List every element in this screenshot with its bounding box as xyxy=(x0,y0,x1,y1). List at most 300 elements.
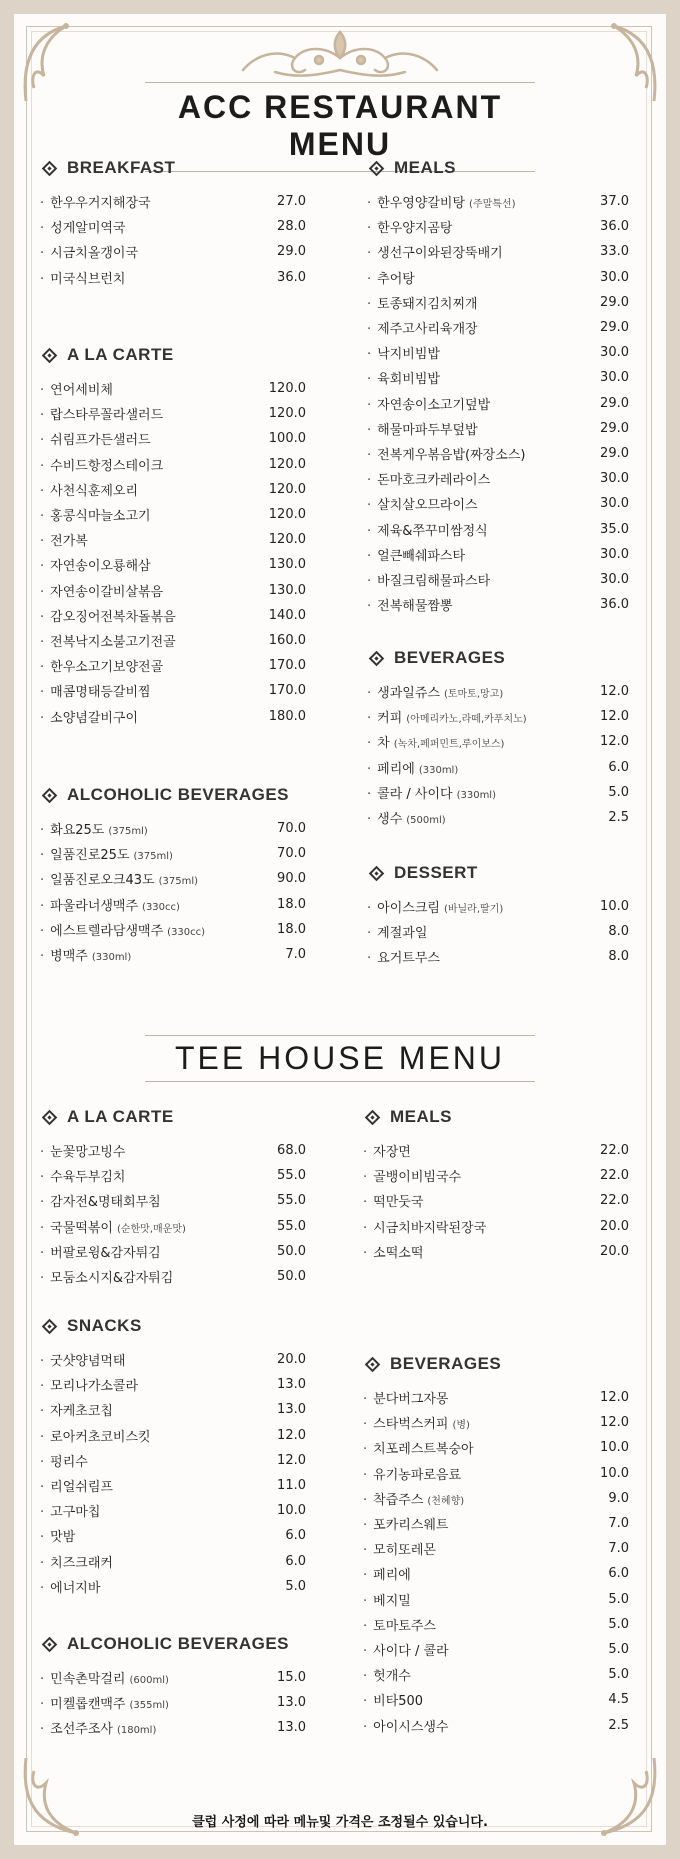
menu-item xyxy=(40,578,306,603)
menu-item-price: 5.0 xyxy=(608,1616,629,1632)
menu-item-price: 22.0 xyxy=(600,1168,629,1184)
menu-item xyxy=(367,780,629,805)
menu-item-name: 아이시스생수 xyxy=(373,1719,449,1735)
section-acc-meals xyxy=(367,155,629,617)
menu-item-name: 전가복 xyxy=(50,534,88,550)
menu-item-name-group xyxy=(40,1267,173,1286)
menu-item-price: 29.0 xyxy=(600,420,629,436)
menu-item-name: 얼큰빼쉐파스타 xyxy=(377,548,466,564)
menu-item-price: 29.0 xyxy=(277,244,306,260)
menu-item xyxy=(363,1662,629,1687)
menu-item-name: 스타벅스커피 xyxy=(373,1417,449,1433)
menu-item-name: 치포레스트복숭아 xyxy=(373,1442,474,1458)
menu-item-name: 콜라 / 사이다 xyxy=(377,786,453,802)
menu-item-name: 소양념갈비구이 xyxy=(50,710,139,726)
menu-item-name-group xyxy=(40,1426,151,1445)
menu-item-name: 치즈크래커 xyxy=(50,1555,113,1571)
diamond-bullet-icon xyxy=(369,160,385,176)
menu-item-name-group xyxy=(367,922,427,941)
menu-item-price: 70.0 xyxy=(277,846,306,862)
menu-item-name: 요거트무스 xyxy=(377,951,440,967)
menu-item-price: 6.0 xyxy=(608,1566,629,1582)
menu-item-name-group xyxy=(367,268,415,287)
diamond-bullet-icon xyxy=(42,347,58,363)
menu-item-price: 55.0 xyxy=(277,1168,306,1184)
menu-item-price: 10.0 xyxy=(600,899,629,915)
menu-item xyxy=(367,214,629,239)
menu-item xyxy=(363,1214,629,1239)
menu-item xyxy=(40,1523,306,1548)
menu-item-name: 감자전&명태회무침 xyxy=(50,1195,161,1211)
menu-item-name-group xyxy=(40,1375,138,1394)
section-heading xyxy=(40,342,306,368)
menu-item-name-group xyxy=(363,1191,423,1210)
diamond-bullet-icon xyxy=(42,1109,58,1125)
menu-item-list xyxy=(40,1138,306,1289)
menu-item xyxy=(363,1687,629,1712)
menu-item-price: 30.0 xyxy=(600,571,629,587)
menu-item xyxy=(367,592,629,617)
menu-item-name: 매콤명태등갈비찜 xyxy=(50,685,151,701)
menu-item-name: 모히또레몬 xyxy=(373,1543,436,1559)
menu-item-name: 착즙주스 xyxy=(373,1492,424,1508)
menu-item-name: 민속촌막걸리 xyxy=(50,1672,126,1688)
menu-item xyxy=(40,189,306,214)
menu-item xyxy=(367,704,629,729)
menu-item-name: 수육두부김치 xyxy=(50,1170,126,1186)
menu-item-price: 130.0 xyxy=(268,557,306,573)
menu-item-name: 병맥주 xyxy=(50,949,88,965)
menu-item-name: 생선구이와된장뚝배기 xyxy=(377,246,503,262)
menu-item-price: 11.0 xyxy=(277,1478,306,1494)
menu-item-name-group xyxy=(40,631,176,650)
menu-item-list xyxy=(367,679,629,830)
menu-item-name-group xyxy=(367,318,478,337)
menu-item xyxy=(40,816,306,841)
menu-item-name: 생과일쥬스 xyxy=(377,686,440,702)
main-title: ACC RESTAURANT MENU xyxy=(177,89,503,162)
menu-item-price: 30.0 xyxy=(600,471,629,487)
menu-item-name: 미국식브런치 xyxy=(50,271,126,287)
menu-item-price: 180.0 xyxy=(268,708,306,724)
menu-item-name-group xyxy=(40,606,176,625)
menu-item-note: (355ml) xyxy=(129,1700,169,1712)
menu-item-price: 36.0 xyxy=(277,269,306,285)
menu-item-price: 5.0 xyxy=(608,1641,629,1657)
menu-item-name: 한우우거지해장국 xyxy=(50,196,151,212)
menu-item-name: 토종돼지김치찌개 xyxy=(377,296,478,312)
menu-item-note: (주말특선) xyxy=(469,199,516,211)
menu-item-price: 140.0 xyxy=(268,607,306,623)
menu-item-price: 6.0 xyxy=(285,1553,306,1569)
menu-item-price: 30.0 xyxy=(600,269,629,285)
menu-item-price: 68.0 xyxy=(277,1143,306,1159)
menu-item-name: 시금치올갱이국 xyxy=(50,246,139,262)
menu-item-price: 12.0 xyxy=(277,1427,306,1443)
menu-item-name-group xyxy=(363,1166,461,1185)
menu-item xyxy=(367,466,629,491)
menu-item xyxy=(363,1461,629,1486)
menu-item-price: 12.0 xyxy=(277,1452,306,1468)
menu-item xyxy=(363,1511,629,1536)
menu-item xyxy=(40,942,306,967)
menu-item xyxy=(40,892,306,917)
menu-item-name-group xyxy=(367,570,490,589)
menu-item xyxy=(40,678,306,703)
menu-item-price: 6.0 xyxy=(608,759,629,775)
menu-item-note: (녹차,페퍼민트,루이보스) xyxy=(393,739,505,751)
menu-item-name: 떡만둣국 xyxy=(373,1195,424,1211)
menu-item xyxy=(40,376,306,401)
menu-item-name: 생수 xyxy=(377,812,403,828)
menu-item-name-group xyxy=(367,707,527,726)
menu-item-name: 감오징어전복차돌볶음 xyxy=(50,609,176,625)
menu-item xyxy=(40,1214,306,1239)
menu-item-name: 일품진로오크43도 xyxy=(50,873,155,889)
menu-item-price: 5.0 xyxy=(608,1591,629,1607)
menu-item xyxy=(40,214,306,239)
menu-item xyxy=(367,516,629,541)
menu-item-note: (330cc) xyxy=(142,901,180,913)
menu-item-name-group xyxy=(363,1615,436,1634)
menu-item-list xyxy=(363,1385,629,1738)
menu-item xyxy=(367,391,629,416)
menu-item-name-group xyxy=(363,1413,470,1432)
section-heading xyxy=(363,1104,629,1130)
menu-item xyxy=(367,239,629,264)
menu-item-name: 바질크림해물파스타 xyxy=(377,573,491,589)
menu-item-price: 12.0 xyxy=(600,709,629,725)
menu-item xyxy=(363,1712,629,1737)
menu-item-price: 20.0 xyxy=(600,1218,629,1234)
menu-item-name: 소떡소떡 xyxy=(373,1245,424,1261)
menu-item-price: 170.0 xyxy=(268,683,306,699)
menu-item-note: (180ml) xyxy=(116,1725,157,1737)
menu-item-name-group xyxy=(367,494,478,513)
menu-item-name-group xyxy=(367,469,490,488)
menu-item-price: 12.0 xyxy=(600,1415,629,1431)
menu-item-name-group xyxy=(40,1577,100,1596)
menu-item-price: 27.0 xyxy=(277,194,306,210)
menu-item-price: 2.5 xyxy=(608,810,629,826)
section-heading xyxy=(363,1351,629,1377)
menu-item-price: 120.0 xyxy=(268,532,306,548)
section-title: BEVERAGES xyxy=(390,1354,502,1373)
menu-item-price: 13.0 xyxy=(277,1695,306,1711)
menu-item-name: 랍스타루꼴라샐러드 xyxy=(50,408,164,424)
menu-item-name-group xyxy=(40,819,148,838)
menu-item xyxy=(40,603,306,628)
menu-item-name: 차 xyxy=(377,736,390,752)
diamond-bullet-icon xyxy=(42,1318,58,1334)
section-title: A LA CARTE xyxy=(67,345,174,364)
menu-item-name-group xyxy=(40,1191,161,1210)
menu-item-price: 12.0 xyxy=(600,1390,629,1406)
menu-item xyxy=(367,491,629,516)
menu-item-name-group xyxy=(40,1242,161,1261)
section-title: ALCOHOLIC BEVERAGES xyxy=(67,785,290,804)
menu-item-name: 베지밀 xyxy=(373,1593,411,1609)
menu-item xyxy=(40,1574,306,1599)
menu-item xyxy=(367,340,629,365)
menu-item-name: 수비드항정스테이크 xyxy=(50,458,164,474)
menu-item-note: (600ml) xyxy=(129,1675,169,1687)
menu-item-name-group xyxy=(40,268,126,287)
menu-item-name-group xyxy=(40,1451,88,1470)
menu-item xyxy=(40,1448,306,1473)
menu-item-name-group xyxy=(40,1217,186,1236)
menu-item-name: 펑리수 xyxy=(50,1454,88,1470)
section-heading xyxy=(367,645,629,671)
menu-item xyxy=(40,1138,306,1163)
menu-item-name: 화요25도 xyxy=(50,823,105,839)
diamond-bullet-icon xyxy=(369,650,385,666)
menu-item-name-group xyxy=(40,530,88,549)
menu-item-name-group xyxy=(367,217,453,236)
menu-item-name: 자케초코칩 xyxy=(50,1404,113,1420)
diamond-bullet-icon xyxy=(365,1356,381,1372)
section-heading xyxy=(40,782,306,808)
menu-item-name-group xyxy=(40,1718,156,1737)
corner-ornament-top-left-icon xyxy=(16,16,76,106)
menu-item-price: 18.0 xyxy=(277,896,306,912)
menu-item-price: 50.0 xyxy=(277,1243,306,1259)
menu-item-name-group xyxy=(363,1690,423,1709)
menu-item xyxy=(40,1188,306,1213)
menu-item-name-group xyxy=(367,192,516,211)
menu-item-name-group xyxy=(40,505,151,524)
menu-item-name-group xyxy=(363,1242,423,1261)
menu-item-name: 로아커초코비스킷 xyxy=(50,1429,151,1445)
menu-item-price: 13.0 xyxy=(277,1402,306,1418)
menu-item xyxy=(40,1423,306,1448)
menu-item-note: (375ml) xyxy=(108,826,148,838)
menu-item xyxy=(40,841,306,866)
section-tee-snacks xyxy=(40,1313,306,1599)
tee-title-rule-bottom xyxy=(145,1081,535,1082)
menu-item xyxy=(367,265,629,290)
menu-item xyxy=(40,1498,306,1523)
menu-item-name-group xyxy=(40,844,173,863)
menu-item-price: 15.0 xyxy=(277,1670,306,1686)
menu-item-price: 70.0 xyxy=(277,821,306,837)
menu-item xyxy=(40,1549,306,1574)
menu-item-price: 30.0 xyxy=(600,496,629,512)
section-tee-alcoholic xyxy=(40,1631,306,1741)
menu-item-price: 120.0 xyxy=(268,481,306,497)
menu-item-name-group xyxy=(367,444,525,463)
menu-item-price: 120.0 xyxy=(268,381,306,397)
menu-item-list xyxy=(40,376,306,729)
menu-item-price: 2.5 xyxy=(608,1717,629,1733)
menu-item-price: 37.0 xyxy=(600,194,629,210)
menu-item-name: 국물떡볶이 xyxy=(50,1220,113,1236)
menu-item-price: 10.0 xyxy=(277,1503,306,1519)
menu-item-name: 살치살오므라이스 xyxy=(377,498,478,514)
menu-item-name: 시금치바지락된장국 xyxy=(373,1220,487,1236)
menu-item-note: (500ml) xyxy=(406,815,446,827)
menu-item xyxy=(367,805,629,830)
menu-item xyxy=(367,919,629,944)
menu-item-note: (토마토,망고) xyxy=(443,689,504,701)
menu-item xyxy=(40,426,306,451)
menu-item-price: 55.0 xyxy=(277,1193,306,1209)
menu-item-name: 자연송이갈비살볶음 xyxy=(50,584,164,600)
menu-item xyxy=(40,1690,306,1715)
menu-item-price: 7.0 xyxy=(608,1516,629,1532)
menu-item-name: 모리나가소콜라 xyxy=(50,1379,139,1395)
menu-item-name-group xyxy=(40,480,138,499)
menu-item-name: 맛밤 xyxy=(50,1530,76,1546)
top-ornament-icon xyxy=(235,26,445,82)
menu-item-name: 일품진로25도 xyxy=(50,848,130,864)
diamond-bullet-icon xyxy=(42,787,58,803)
menu-item-price: 33.0 xyxy=(600,244,629,260)
menu-item-price: 35.0 xyxy=(600,521,629,537)
menu-item xyxy=(40,917,306,942)
tee-title-rule-top xyxy=(145,1035,535,1036)
section-title: BEVERAGES xyxy=(394,648,506,667)
menu-item xyxy=(363,1188,629,1213)
section-title: SNACKS xyxy=(67,1316,142,1335)
tee-title-block xyxy=(145,1035,535,1082)
menu-item xyxy=(367,416,629,441)
menu-item-name-group xyxy=(367,758,458,777)
menu-item xyxy=(40,1239,306,1264)
menu-item xyxy=(40,653,306,678)
menu-item-name-group xyxy=(363,1665,411,1684)
menu-item-name-group xyxy=(363,1590,411,1609)
menu-item-name: 홍콩식마늘소고기 xyxy=(50,509,151,525)
menu-item-name-group xyxy=(367,242,503,261)
menu-item-price: 6.0 xyxy=(285,1528,306,1544)
menu-item-note: (330ml) xyxy=(418,764,459,776)
menu-item-name: 페리에 xyxy=(377,761,415,777)
menu-item-name: 해물마파두부덮밥 xyxy=(377,422,478,438)
menu-item-name: 돈마호크카레라이스 xyxy=(377,473,491,489)
menu-item-name-group xyxy=(40,895,180,914)
menu-item xyxy=(40,527,306,552)
menu-item-price: 5.0 xyxy=(608,1667,629,1683)
menu-item-list xyxy=(40,1347,306,1599)
section-heading xyxy=(40,1104,306,1130)
menu-item-name: 자연송이소고기덮밥 xyxy=(377,397,491,413)
menu-item-name-group xyxy=(363,1640,449,1659)
diamond-bullet-icon xyxy=(42,1636,58,1652)
menu-item-note: (375ml) xyxy=(133,851,173,863)
menu-item xyxy=(367,542,629,567)
menu-item-price: 55.0 xyxy=(277,1218,306,1234)
menu-item xyxy=(367,315,629,340)
menu-item-name-group xyxy=(40,1526,75,1545)
tee-title: TEE HOUSE MENU xyxy=(174,1040,506,1076)
menu-item-note: (천혜향) xyxy=(427,1495,465,1507)
menu-item-name: 사천식훈제오리 xyxy=(50,483,139,499)
menu-item-price: 5.0 xyxy=(608,784,629,800)
menu-item-name: 전복낙지소불고기전골 xyxy=(50,634,176,650)
menu-item-name-group xyxy=(367,897,503,916)
section-title: DESSERT xyxy=(394,863,478,882)
menu-item xyxy=(367,894,629,919)
menu-item-name-group xyxy=(363,1716,449,1735)
diamond-bullet-icon xyxy=(369,865,385,881)
menu-item-note: (바닐라,딸기) xyxy=(443,904,504,916)
menu-item-name-group xyxy=(367,545,465,564)
menu-item xyxy=(367,567,629,592)
menu-item-price: 120.0 xyxy=(268,456,306,472)
menu-item xyxy=(363,1587,629,1612)
menu-item-name-group xyxy=(40,920,205,939)
menu-item-name: 눈꽃망고빙수 xyxy=(50,1145,126,1161)
menu-item-list xyxy=(40,1665,306,1741)
menu-item-name: 골뱅이비빔국수 xyxy=(373,1170,462,1186)
menu-item xyxy=(40,1264,306,1289)
menu-item-name: 유기농파로음료 xyxy=(373,1467,462,1483)
menu-item-name-group xyxy=(367,947,440,966)
menu-item-price: 10.0 xyxy=(600,1440,629,1456)
menu-item-name: 전복해물짬뽕 xyxy=(377,599,453,615)
menu-item-name-group xyxy=(40,404,163,423)
menu-item xyxy=(363,1239,629,1264)
menu-item xyxy=(367,729,629,754)
menu-item-name: 굿샷양념먹태 xyxy=(50,1354,126,1370)
menu-item-price: 20.0 xyxy=(277,1352,306,1368)
menu-item-list xyxy=(363,1138,629,1264)
section-heading xyxy=(40,155,306,181)
menu-item-name: 에너지바 xyxy=(50,1580,101,1596)
menu-item-name-group xyxy=(363,1217,486,1236)
menu-item xyxy=(363,1385,629,1410)
menu-item xyxy=(40,477,306,502)
menu-item-price: 100.0 xyxy=(268,431,306,447)
menu-item xyxy=(40,1163,306,1188)
menu-item-note: (순한맛,매운맛) xyxy=(116,1223,186,1235)
menu-item-price: 30.0 xyxy=(600,370,629,386)
menu-item xyxy=(40,866,306,891)
menu-item-name-group xyxy=(40,681,151,700)
section-title: MEALS xyxy=(390,1107,452,1126)
menu-item-price: 90.0 xyxy=(277,871,306,887)
section-title: ALCOHOLIC BEVERAGES xyxy=(67,1634,290,1653)
menu-item-price: 120.0 xyxy=(268,507,306,523)
menu-item-price: 10.0 xyxy=(600,1465,629,1481)
menu-item-name-group xyxy=(367,783,496,802)
menu-item-name: 쉬림프가든샐러드 xyxy=(50,433,151,449)
menu-item-note: (375ml) xyxy=(158,876,199,888)
menu-item xyxy=(40,1372,306,1397)
menu-item-name-group xyxy=(367,368,440,387)
menu-item-name-group xyxy=(40,555,151,574)
menu-item-list xyxy=(40,189,306,290)
menu-item-name-group xyxy=(40,1166,126,1185)
menu-item xyxy=(40,1665,306,1690)
menu-item-name-group xyxy=(40,1501,100,1520)
menu-item-price: 4.5 xyxy=(608,1692,629,1708)
diamond-bullet-icon xyxy=(42,160,58,176)
section-heading xyxy=(367,860,629,886)
menu-item-name-group xyxy=(40,1400,113,1419)
menu-item xyxy=(363,1486,629,1511)
menu-item-name-group xyxy=(40,581,163,600)
menu-item-name-group xyxy=(40,1552,113,1571)
menu-item-name-group xyxy=(367,808,446,827)
menu-item-name-group xyxy=(40,1668,169,1687)
menu-item-price: 170.0 xyxy=(268,658,306,674)
menu-item-price: 8.0 xyxy=(608,949,629,965)
menu-item-name: 추어탕 xyxy=(377,271,415,287)
footer-notice: 클럽 사정에 따라 메뉴및 가격은 조정될수 있습니다. xyxy=(192,1815,488,1830)
menu-item-price: 12.0 xyxy=(600,734,629,750)
